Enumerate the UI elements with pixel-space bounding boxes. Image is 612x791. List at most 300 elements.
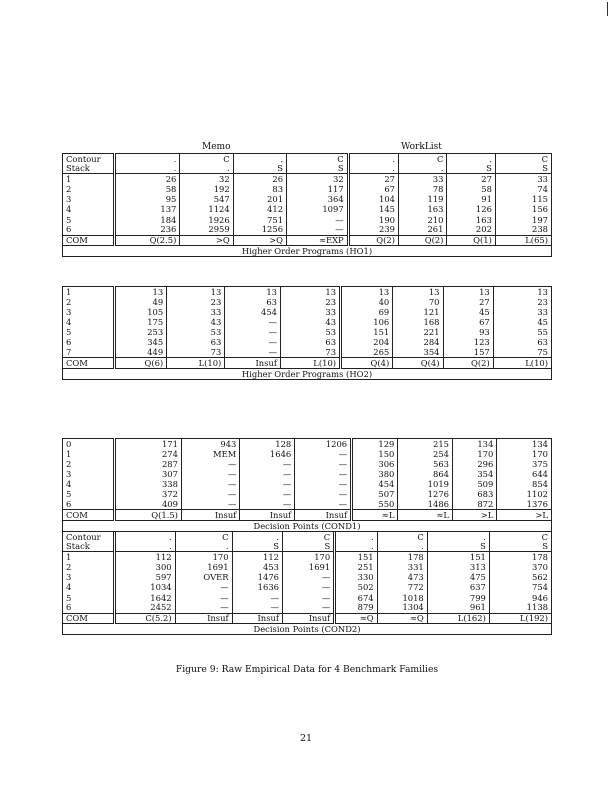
row-label: Stack (63, 542, 115, 552)
table-cell: 563 (398, 459, 453, 469)
table-cell: 854 (497, 479, 552, 489)
caption-row (63, 368, 552, 379)
table-cell: 507 (352, 489, 398, 499)
table-cell: ≈L (398, 510, 453, 520)
table-cell: 475 (427, 572, 489, 582)
table-cell: 864 (398, 469, 453, 479)
row-label: Contour (63, 532, 115, 542)
table-cell: 1691 (175, 562, 232, 572)
table-cell: . (115, 542, 176, 552)
table-cell: — (295, 459, 352, 469)
table-cell: 562 (489, 572, 551, 582)
table-cell: . (180, 164, 233, 174)
table-ho2 (62, 286, 552, 380)
table-row (63, 348, 552, 358)
table-cell: 115 (495, 194, 551, 204)
table-cell: — (225, 337, 281, 347)
table-cell: Insuf (181, 510, 239, 520)
table-cell: Insuf (225, 358, 281, 368)
table-cell: . (115, 164, 180, 174)
row-label: 7 (63, 348, 115, 358)
table-cell: 210 (399, 215, 447, 225)
table-cell: — (283, 572, 335, 582)
table-cell: — (232, 603, 282, 613)
table-cell: 95 (115, 194, 180, 204)
table-cell: 70 (393, 297, 443, 307)
row-label: 1 (63, 174, 115, 184)
table-row (63, 479, 552, 489)
table-cell: 190 (348, 215, 398, 225)
table-cell: 33 (495, 174, 551, 184)
table-cell: L(10) (493, 358, 551, 368)
table-cell: 170 (283, 552, 335, 562)
table-cell: 63 (280, 337, 340, 347)
table-cond2 (62, 531, 552, 635)
table-cell: 23 (280, 297, 340, 307)
table-cell: — (240, 459, 295, 469)
table-cell: . (115, 532, 176, 542)
table-cell: 215 (398, 439, 453, 449)
table-cell: 254 (398, 449, 453, 459)
row-label: COM (63, 235, 115, 245)
table-cell: ≈Q (335, 613, 377, 623)
table-cell: — (240, 479, 295, 489)
table-cell: 128 (240, 439, 295, 449)
table-caption: Higher Order Programs (HO2) (63, 368, 552, 379)
row-label: COM (63, 358, 115, 368)
table-cell: 338 (115, 479, 182, 489)
table-row (63, 562, 552, 572)
table-row (63, 307, 552, 317)
table-cell: 454 (225, 307, 281, 317)
table-cell: C (180, 154, 233, 164)
table-cell: C (287, 154, 349, 164)
table-cell: 375 (497, 459, 552, 469)
table-cell: . (175, 542, 232, 552)
row-label: 6 (63, 603, 115, 613)
table-cell: — (181, 459, 239, 469)
header-row (63, 542, 552, 552)
table-row (63, 327, 552, 337)
row-label: 2 (63, 459, 115, 469)
header-row (63, 154, 552, 164)
table-cond1 (62, 438, 552, 532)
table-cell: 287 (115, 459, 182, 469)
table-cell: 300 (115, 562, 176, 572)
table-cell: 872 (453, 500, 497, 510)
table-cell: 178 (377, 552, 427, 562)
table-cell: Insuf (283, 613, 335, 623)
table-cell: 1646 (240, 449, 295, 459)
table-cell: 879 (335, 603, 377, 613)
table-cell: 49 (115, 297, 167, 307)
table-cell: L(162) (427, 613, 489, 623)
row-label: 3 (63, 572, 115, 582)
table-cell: 1486 (398, 500, 453, 510)
table-row (63, 204, 552, 214)
table-cell: 13 (115, 287, 167, 297)
table-cell: 27 (447, 174, 495, 184)
table-cell: 454 (352, 479, 398, 489)
table-cell: 637 (427, 582, 489, 592)
table-cell: 151 (427, 552, 489, 562)
table-cell: 1124 (180, 204, 233, 214)
table-cell: — (240, 469, 295, 479)
table-cell: 58 (115, 184, 180, 194)
table-cell: Insuf (295, 510, 352, 520)
row-label: 0 (63, 439, 115, 449)
table-cell: 13 (167, 287, 225, 297)
row-label: 2 (63, 297, 115, 307)
table-row (63, 603, 552, 613)
row-label: 4 (63, 479, 115, 489)
table-row (63, 469, 552, 479)
table-cell: 772 (377, 582, 427, 592)
table-cell: Q(2) (443, 358, 493, 368)
table-cell: S (495, 164, 551, 174)
table-cell: 91 (447, 194, 495, 204)
table-cell: 112 (232, 552, 282, 562)
table-cell: Q(4) (393, 358, 443, 368)
table-cell: 236 (115, 225, 180, 235)
table-cell: 274 (115, 449, 182, 459)
table-cell: L(10) (280, 358, 340, 368)
table-cell: 168 (393, 317, 443, 327)
table-cell: . (377, 542, 427, 552)
row-label: COM (63, 613, 115, 623)
table-cell: — (283, 582, 335, 592)
table-cell: 117 (287, 184, 349, 194)
table-cell: 550 (352, 500, 398, 510)
table-cell: 1138 (489, 603, 551, 613)
table-row (63, 317, 552, 327)
table-cell: >Q (233, 235, 286, 245)
caption-row (63, 623, 552, 634)
table-cell: 1304 (377, 603, 427, 613)
table-cell: 412 (233, 204, 286, 214)
table-cell: 204 (341, 337, 393, 347)
table-cell: 74 (495, 184, 551, 194)
table-cell: 171 (115, 439, 182, 449)
table-cell: 354 (453, 469, 497, 479)
worklist-header: WorkList (401, 142, 442, 152)
table-cell: 156 (495, 204, 551, 214)
table-cell: 126 (447, 204, 495, 214)
table-cell: — (295, 449, 352, 459)
table-cell: 73 (167, 348, 225, 358)
table-cell: . (232, 532, 282, 542)
table-cell: — (295, 489, 352, 499)
table-cell: 261 (399, 225, 447, 235)
table-row (63, 593, 552, 603)
table-cell: 674 (335, 593, 377, 603)
table-cell: . (348, 164, 398, 174)
table-row (63, 439, 552, 449)
table-cell: C(5.2) (115, 613, 176, 623)
row-label: 6 (63, 337, 115, 347)
table-row (63, 572, 552, 582)
table-cell: Q(1) (447, 235, 495, 245)
table-cell: . (447, 154, 495, 164)
table-cell: — (240, 489, 295, 499)
row-label: Stack (63, 164, 115, 174)
table-cell: 509 (453, 479, 497, 489)
table-cell: 26 (233, 174, 286, 184)
table-cell: S (427, 542, 489, 552)
table-cell: . (427, 532, 489, 542)
table-cell: 13 (341, 287, 393, 297)
table-cell: . (348, 154, 398, 164)
table-cell: 1102 (497, 489, 552, 499)
table-row (63, 174, 552, 184)
table-cell: — (225, 348, 281, 358)
table-cell: 157 (443, 348, 493, 358)
table-cell: . (399, 164, 447, 174)
table-cell: 1642 (115, 593, 176, 603)
table-cell: 409 (115, 500, 182, 510)
table-cell: 330 (335, 572, 377, 582)
table-cell: S (233, 164, 286, 174)
table-cell: 597 (115, 572, 176, 582)
table-row (63, 489, 552, 499)
table-cell: 33 (280, 307, 340, 317)
table-cell: 2452 (115, 603, 176, 613)
table-cell: S (489, 542, 551, 552)
table-cell: 105 (115, 307, 167, 317)
table-cell: 1206 (295, 439, 352, 449)
table-cell: 946 (489, 593, 551, 603)
table-cell: 799 (427, 593, 489, 603)
table-cell: 313 (427, 562, 489, 572)
table-cell: Insuf (175, 613, 232, 623)
table-caption: Decision Points (COND1) (63, 520, 552, 531)
table-cell: Q(2) (399, 235, 447, 245)
table-cell: — (283, 603, 335, 613)
table-cell: 151 (335, 552, 377, 562)
row-label: 5 (63, 215, 115, 225)
table-cell: 13 (443, 287, 493, 297)
row-label: 2 (63, 184, 115, 194)
table-cell: 63 (167, 337, 225, 347)
table-row (63, 449, 552, 459)
table-cell: 1691 (283, 562, 335, 572)
table-cell: 121 (393, 307, 443, 317)
row-label: 1 (63, 449, 115, 459)
table-cell: 201 (233, 194, 286, 204)
table-cell: 134 (453, 439, 497, 449)
table-cell: 502 (335, 582, 377, 592)
table-cell: . (335, 542, 377, 552)
table-cell: 150 (352, 449, 398, 459)
table-cell: 331 (377, 562, 427, 572)
header-row (63, 164, 552, 174)
table-cell: — (283, 593, 335, 603)
table-cell: 13 (493, 287, 551, 297)
table-cell: 63 (225, 297, 281, 307)
table-cell: 67 (443, 317, 493, 327)
row-label: 4 (63, 204, 115, 214)
table-row (63, 459, 552, 469)
table-cell: 1034 (115, 582, 176, 592)
table-row (63, 287, 552, 297)
table-caption: Decision Points (COND2) (63, 623, 552, 634)
table-cell: 306 (352, 459, 398, 469)
table-cell: L(65) (495, 235, 551, 245)
row-label: Contour (63, 154, 115, 164)
table-cell: — (287, 225, 349, 235)
table-cell: — (295, 479, 352, 489)
table-cell: 40 (341, 297, 393, 307)
table-cell: 26 (115, 174, 180, 184)
table-cell: 1256 (233, 225, 286, 235)
table-cell: 307 (115, 469, 182, 479)
table-cell: 265 (341, 348, 393, 358)
table-cell: 184 (115, 215, 180, 225)
table-cell: 13 (225, 287, 281, 297)
table-cell: C (495, 154, 551, 164)
table-cell: 73 (280, 348, 340, 358)
table-row (63, 215, 552, 225)
table-cell: 106 (341, 317, 393, 327)
table-cell: 129 (352, 439, 398, 449)
table-cell: 683 (453, 489, 497, 499)
table-cell: 1019 (398, 479, 453, 489)
table-cell: — (232, 593, 282, 603)
table-cell: — (295, 500, 352, 510)
table-cell: >L (453, 510, 497, 520)
table-cell: ≈Q (377, 613, 427, 623)
table-cell: 170 (175, 552, 232, 562)
table-cell: 43 (280, 317, 340, 327)
table-cell: 134 (497, 439, 552, 449)
table-cell: 202 (447, 225, 495, 235)
table-cell: 380 (352, 469, 398, 479)
table-cell: 27 (443, 297, 493, 307)
caption-row (63, 520, 552, 531)
table-row (63, 184, 552, 194)
table-cell: 345 (115, 337, 167, 347)
table-cell: 69 (341, 307, 393, 317)
table-cell: 53 (280, 327, 340, 337)
table-cell: 145 (348, 204, 398, 214)
row-label: 6 (63, 500, 115, 510)
table-cell: 33 (493, 307, 551, 317)
table-cell: 1476 (232, 572, 282, 582)
table-cell: 63 (493, 337, 551, 347)
table-cell: 251 (335, 562, 377, 572)
table-cell: 239 (348, 225, 398, 235)
table-cell: Insuf (232, 613, 282, 623)
table-cell: Q(4) (341, 358, 393, 368)
table-cell: 23 (167, 297, 225, 307)
table-row (63, 194, 552, 204)
table-cell: 83 (233, 184, 286, 194)
table-cell: 754 (489, 582, 551, 592)
table-row (63, 297, 552, 307)
table-cell: 943 (181, 439, 239, 449)
table-cell: 151 (341, 327, 393, 337)
table-cell: — (225, 327, 281, 337)
table-cell: 1018 (377, 593, 427, 603)
table-cell: 370 (489, 562, 551, 572)
table-cell: L(192) (489, 613, 551, 623)
table-row (63, 225, 552, 235)
table-cell: 284 (393, 337, 443, 347)
com-row (63, 613, 552, 623)
table-cell: 93 (443, 327, 493, 337)
table-cell: 178 (489, 552, 551, 562)
table-cell: 33 (167, 307, 225, 317)
table-cell: 170 (497, 449, 552, 459)
table-cell: 123 (443, 337, 493, 347)
table-cell: 2959 (180, 225, 233, 235)
table-cell: . (335, 532, 377, 542)
table-cell: Q(6) (115, 358, 167, 368)
row-label: 6 (63, 225, 115, 235)
table-cell: ≈EXP (287, 235, 349, 245)
table-cell: ≈L (352, 510, 398, 520)
table-cell: 364 (287, 194, 349, 204)
margin-mark (607, 2, 608, 16)
table-cell: C (377, 532, 427, 542)
table-cell: 112 (115, 552, 176, 562)
header-row (63, 532, 552, 542)
table-cell: 75 (493, 348, 551, 358)
table-ho1 (62, 153, 552, 257)
table-cell: 354 (393, 348, 443, 358)
table-cell: L(10) (167, 358, 225, 368)
table-cell: 137 (115, 204, 180, 214)
table-cell: 45 (493, 317, 551, 327)
table-cell: 238 (495, 225, 551, 235)
row-label: 4 (63, 317, 115, 327)
table-cell: 961 (427, 603, 489, 613)
row-label: 5 (63, 489, 115, 499)
table-cell: C (175, 532, 232, 542)
table-cell: 78 (399, 184, 447, 194)
table-cell: 1926 (180, 215, 233, 225)
table-cell: S (287, 164, 349, 174)
table-cell: — (175, 603, 232, 613)
table-cell: Q(2.5) (115, 235, 180, 245)
com-row (63, 358, 552, 368)
table-cell: 32 (180, 174, 233, 184)
table-cell: 163 (399, 204, 447, 214)
table-cell: — (181, 469, 239, 479)
table-cell: 644 (497, 469, 552, 479)
table-cell: 547 (180, 194, 233, 204)
row-label: 4 (63, 582, 115, 592)
table-cell: 449 (115, 348, 167, 358)
table-row (63, 582, 552, 592)
table-cell: — (181, 489, 239, 499)
table-row (63, 552, 552, 562)
table-cell: 23 (493, 297, 551, 307)
table-cell: — (240, 500, 295, 510)
row-label: 2 (63, 562, 115, 572)
table-cell: 372 (115, 489, 182, 499)
table-cell: 170 (453, 449, 497, 459)
table-caption: Higher Order Programs (HO1) (63, 245, 552, 256)
table-cell: 67 (348, 184, 398, 194)
table-cell: Q(2) (348, 235, 398, 245)
page-number: 21 (299, 733, 313, 744)
table-cell: — (181, 479, 239, 489)
table-cell: 33 (399, 174, 447, 184)
table-cell: S (447, 164, 495, 174)
table-cell: 751 (233, 215, 286, 225)
table-cell: 1276 (398, 489, 453, 499)
